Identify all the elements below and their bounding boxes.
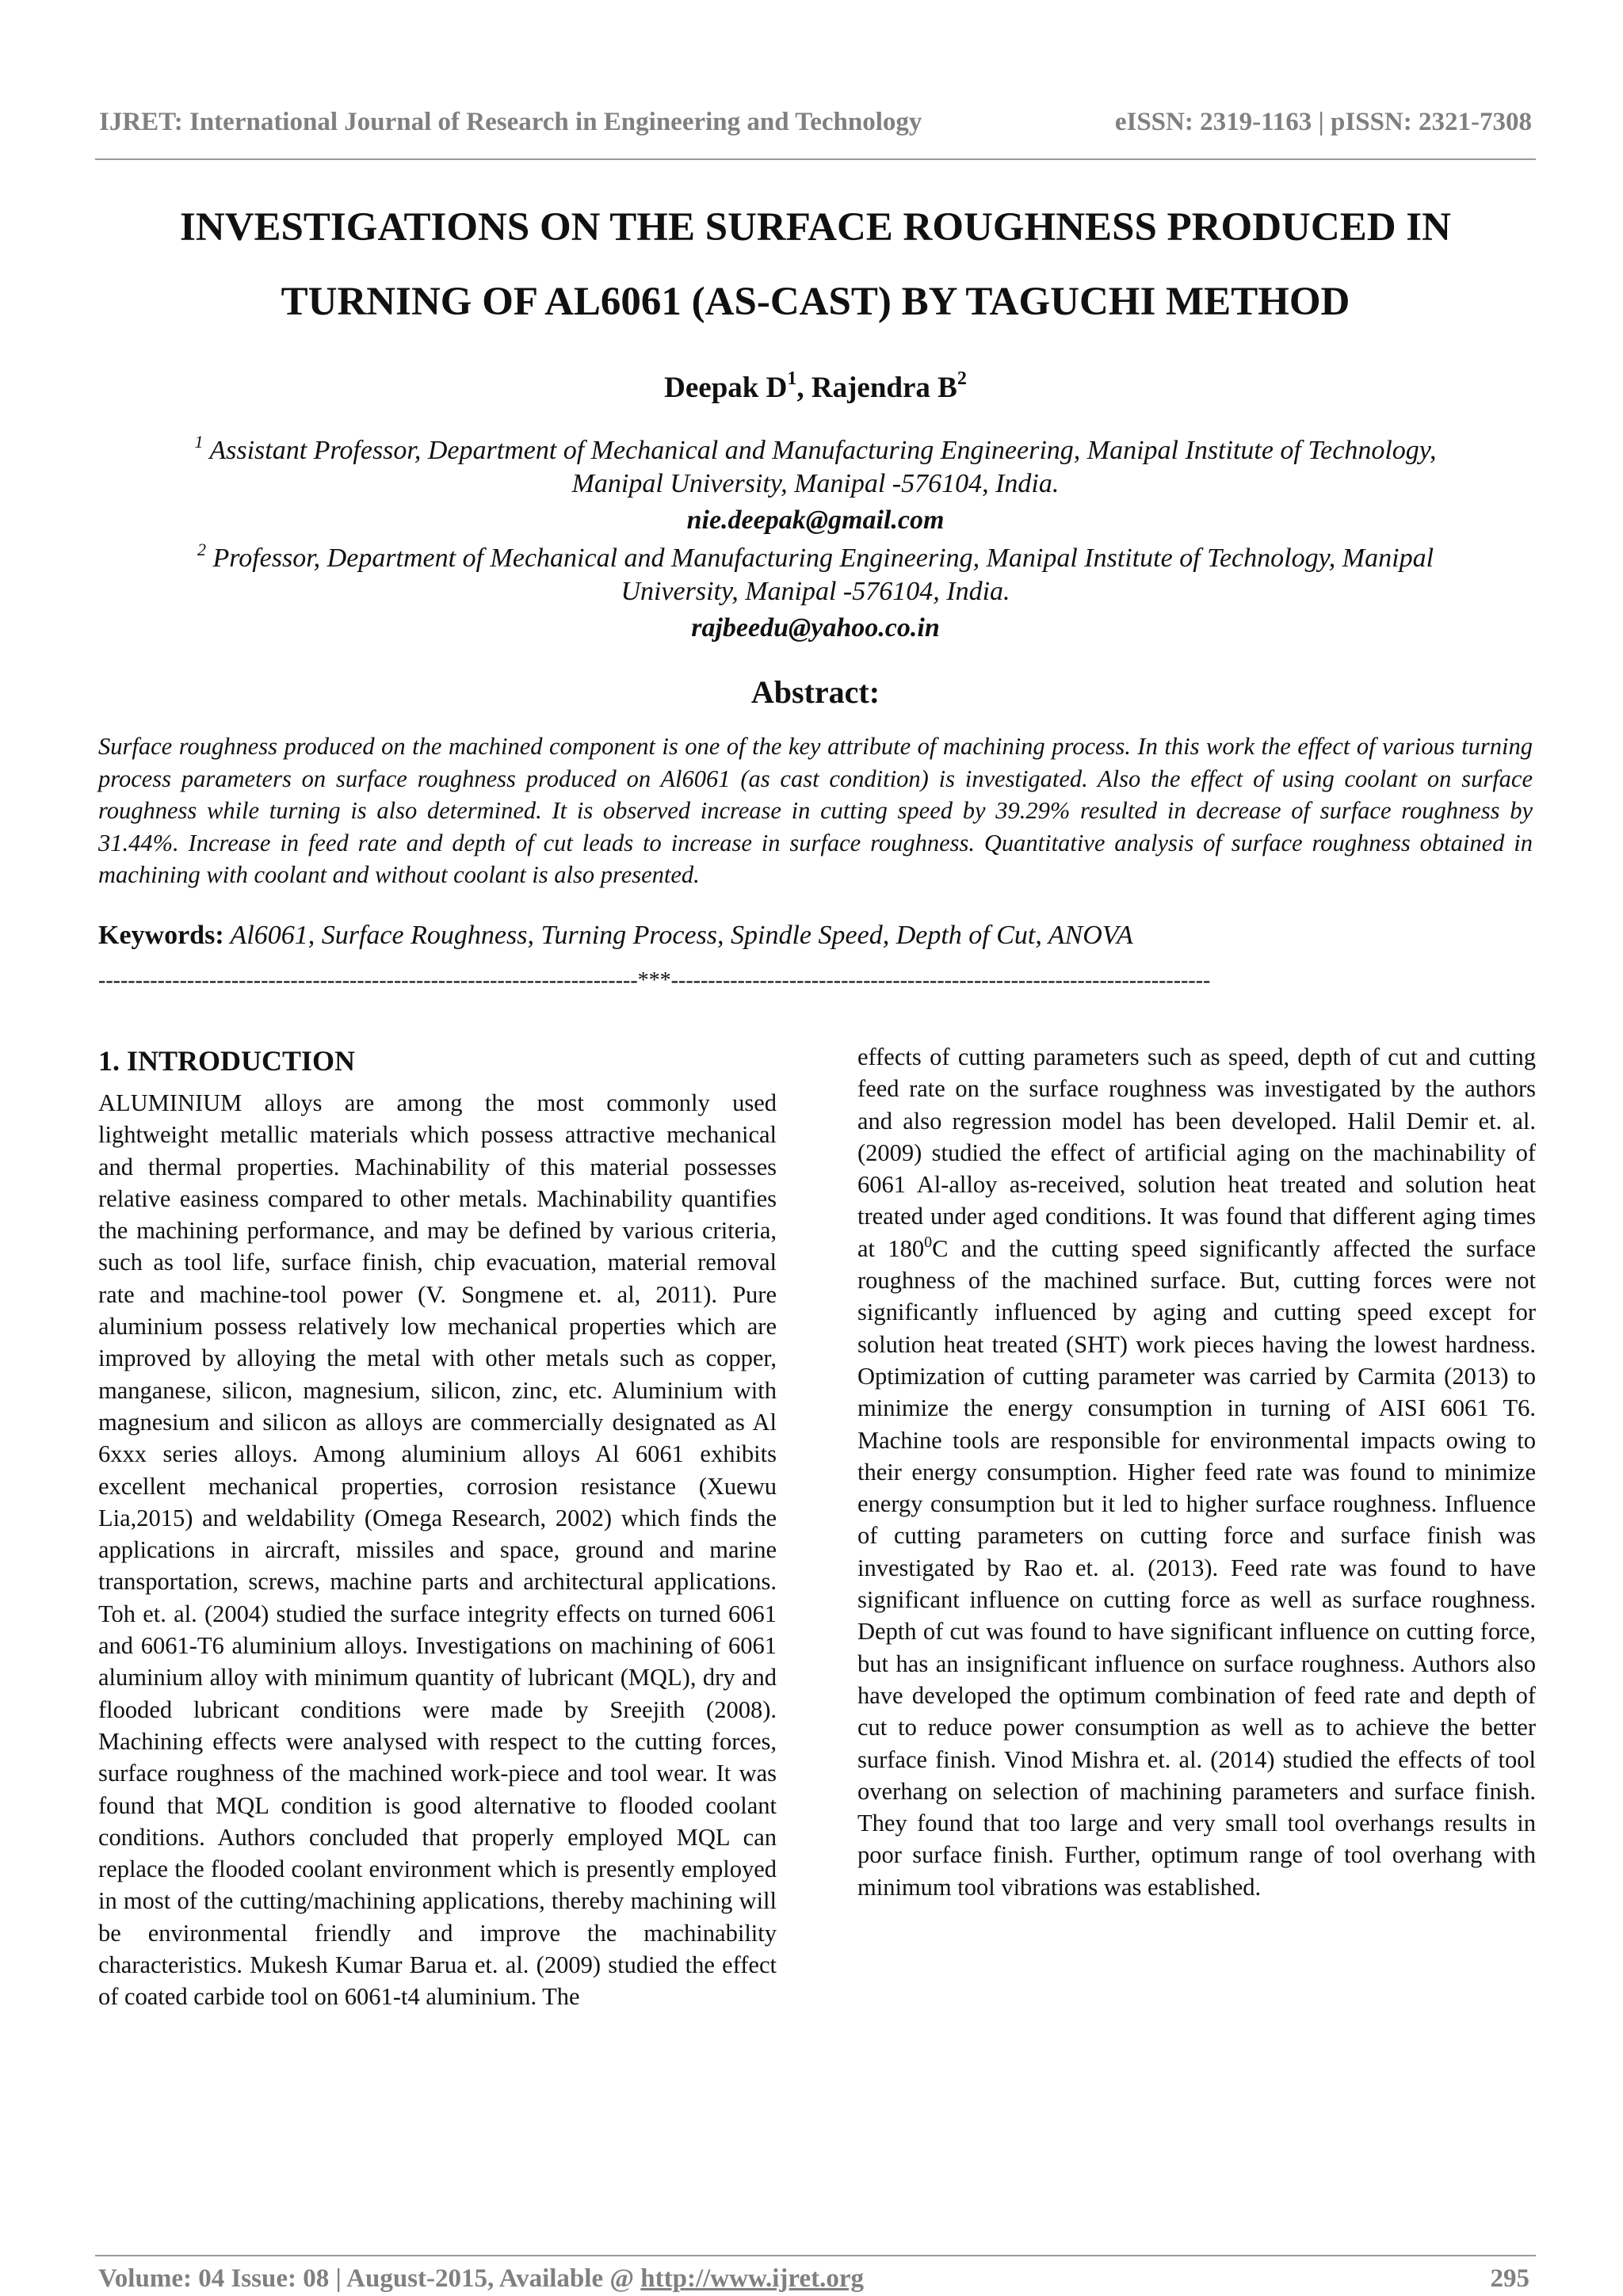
- email-1[interactable]: nie.deepak@gmail.com: [686, 505, 945, 535]
- author-2: Rajendra B: [811, 372, 957, 404]
- paper-title: [95, 190, 1536, 339]
- affiliation-1-sup: 1: [194, 432, 204, 452]
- abstract-heading: Abstract:: [750, 674, 880, 710]
- author-1-sup: 1: [787, 368, 797, 389]
- keywords-label: Keywords:: [98, 921, 224, 950]
- section-separator: -------------------------------------------------------------------------***-------------------------------------------------------------------------: [98, 968, 1211, 993]
- email-2[interactable]: rajbeedu@yahoo.co.in: [691, 613, 940, 643]
- issn: eISSN: 2319-1163 | pISSN: 2321-7308: [1114, 107, 1532, 136]
- degree-sup: 0: [924, 1233, 933, 1251]
- journal-name: IJRET: International Journal of Research in Engineering and Technology: [99, 107, 922, 136]
- footer-divider: [95, 2255, 1536, 2256]
- intro-left-paragraph: ALUMINIUM alloys are among the most commonly used lightweight metallic materials which possess attractive mechanical and thermal properties. Machinability of this material possesses relative easiness compared to other metals. Machinability quantifies the machining performance, and may be defined by various criteria, such as tool life, surface finish, chip evacuation, material removal rate and machine-tool power (V. Songmene et. al, 2011). Pure aluminium possess relatively low mechanical properties which are improved by alloying the metal with other metals such as copper, manganese, silicon, magnesium, silicon, zinc, etc. Aluminium with magnesium and silicon as alloys are commercially designated as Al 6xxx series alloys. Among aluminium alloys Al 6061 exhibits excellent mechanical properties, corrosion resistance (Xuewu Lia,2015) and weldability (Omega Research, 2002) which finds the applications in aircraft, missiles and space, ground and marine transportation, screws, machine parts and architectural applications. Toh et. al. (2004) studied the surface integrity effects on turned 6061 and 6061-T6 aluminium alloys. Investigations on machining of 6061 aluminium alloy with minimum quantity of lubricant (MQL), dry and flooded lubricant conditions were made by Sreejith (2008). Machining effects were analysed with respect to the cutting forces, surface roughness of the machined work-piece and tool wear. It was found that MQL condition is good alternative to flooded coolant conditions. Authors concluded that properly employed MQL can replace the flooded coolant environment which is presently employed in most of the cutting/machining applications, thereby machining will be environmental friendly and improve the machinability characteristics. Mukesh Kumar Barua et. al. (2009) studied the effect of coated carbide tool on 6061-t4 aluminium. The: [98, 1089, 777, 2011]
- affiliation-2-line-2: University, Manipal -576104, India.: [621, 577, 1010, 606]
- keywords-text: Al6061, Surface Roughness, Turning Process, Spindle Speed, Depth of Cut, ANOVA: [223, 921, 1133, 950]
- right-column: [857, 1041, 1536, 1903]
- page-footer: [98, 2264, 1529, 2296]
- footer-volume: Volume: 04 Issue: 08 | August-2015, Available @: [98, 2264, 641, 2293]
- abstract-text: Surface roughness produced on the machined component is one of the key attribute of machining process. In this work the effect of various turning process parameters on surface roughness produced on Al6061 (as cast condition) is investigated. Also the effect of using coolant on surface roughness while turning is also determined. It is observed increase in cutting speed by 39.29% resulted in decrease of surface roughness by 31.44%. Increase in feed rate and depth of cut leads to increase in surface roughness. Quantitative analysis of surface roughness obtained in machining with coolant and without coolant is also presented.: [98, 733, 1533, 888]
- intro-right-part-2: C and the cutting speed significantly affected the surface roughness of the machined surface. But, cutting forces were not significantly influenced by aging and cutting speed except for solution heat treated (SHT) work pieces having the lowest hardness. Optimization of cutting parameter was carried by Carmita (2013) to minimize the energy consumption in turning of AISI 6061 T6. Machine tools are responsible for environmental impacts owing to their energy consumption. Higher feed rate was found to minimize energy consumption but it led to higher surface roughness. Influence of cutting parameters on cutting force and surface finish was investigated by Rao et. al. (2013). Feed rate was found to have significant influence on cutting force as well as surface roughness. Depth of cut was found to have significant influence on cutting force, but has an insignificant influence on surface roughness. Authors also have developed the optimum combination of feed rate and depth of cut to reduce power consumption as well as to achieve the better surface finish. Vinod Mishra et. al. (2014) studied the effects of tool overhang on selection of machining parameters and surface finish. They found that too large and very small tool overhangs results in poor surface finish. Further, optimum range of tool overhang with minimum tool vibrations was established.: [857, 1234, 1536, 1901]
- title-line-2: TURNING OF AL6061 (AS-CAST) BY TAGUCHI METHOD: [281, 280, 1350, 324]
- page-number: 295: [1490, 2264, 1529, 2293]
- journal-link[interactable]: http://www.ijret.org: [640, 2264, 864, 2293]
- affiliation-2-sup: 2: [197, 540, 206, 559]
- author-separator: ,: [796, 372, 812, 404]
- affiliation-1: [95, 434, 1536, 501]
- header-divider: [95, 158, 1536, 160]
- author-1: Deepak D: [664, 372, 788, 404]
- intro-right-paragraph: [857, 1041, 1536, 1903]
- affiliation-2-line-1: Professor, Department of Mechanical and Manufacturing Engineering, Manipal Institute of Technology, Manipal: [205, 543, 1434, 573]
- intro-right-part-1: effects of cutting parameters such as speed, depth of cut and cutting feed rate on the surface roughness was investigated by the authors and also regression model has been developed. Halil Demir et. al. (2009) studied the effect of artificial aging on the machinability of 6061 Al-alloy as-received, solution heat treated and solution heat treated under aged conditions. It was found that different aging times at 180: [857, 1043, 1536, 1262]
- left-column: [98, 1087, 777, 2013]
- affiliation-1-line-2: Manipal University, Manipal -576104, India.: [571, 469, 1060, 498]
- title-line-1: INVESTIGATIONS ON THE SURFACE ROUGHNESS PRODUCED IN: [180, 205, 1451, 250]
- affiliation-1-line-1: Assistant Professor, Department of Mechanical and Manufacturing Engineering, Manipal Institute of Technology,: [203, 436, 1437, 465]
- running-header: [99, 100, 1532, 144]
- affiliation-2: [95, 542, 1536, 608]
- introduction-heading: 1. INTRODUCTION: [98, 1045, 356, 1077]
- keywords: [98, 921, 1133, 951]
- author-2-sup: 2: [957, 368, 967, 389]
- author-list: [95, 368, 1536, 405]
